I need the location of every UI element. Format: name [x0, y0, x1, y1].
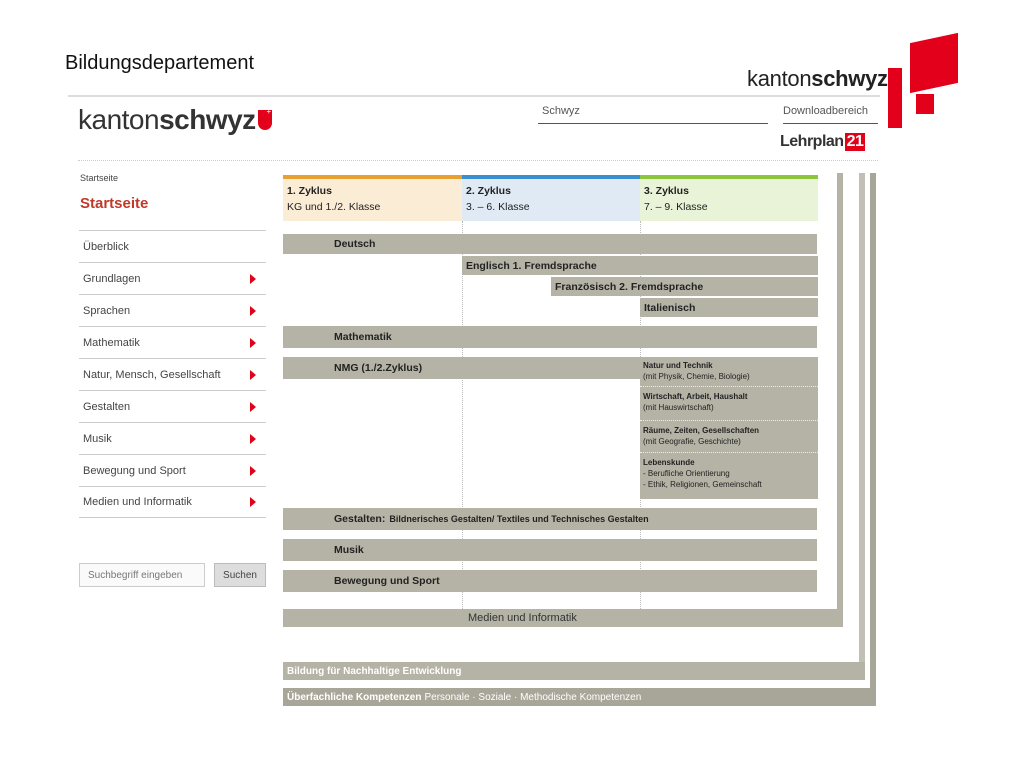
sidebar-item[interactable] [79, 454, 266, 486]
frame-line [837, 173, 839, 609]
zyklus-name: 1. Zyklus [287, 185, 332, 197]
sidebar-item-label: Gestalten [83, 400, 131, 413]
frame-line [859, 173, 861, 663]
sidebar-search-input[interactable]: Suchbegriff eingeben [79, 563, 205, 587]
nmg-sub-lebenskunde[interactable] [640, 454, 818, 499]
sub-line: - Ethik, Religionen, Gemeinschaft [643, 480, 762, 489]
sub-title: Wirtschaft, Arbeit, Haushalt [643, 392, 748, 401]
decorative-red-shape [910, 33, 958, 93]
sidebar-item-label: Musik [83, 432, 112, 445]
medien-band[interactable] [283, 609, 843, 627]
zyklus-grades: KG und 1./2. Klasse [287, 201, 381, 213]
ueberfachlich-band[interactable] [283, 688, 876, 706]
chevron-right-icon [250, 370, 256, 380]
sidebar-item[interactable] [79, 358, 266, 390]
gestalten-label: Gestalten: [334, 513, 386, 525]
breadcrumb[interactable]: Startseite [80, 173, 119, 183]
nmg-sub-natur-technik[interactable] [640, 357, 818, 387]
gestalten-detail: Bildnerisches Gestalten/ Textiles und Technisches Gestalten [389, 514, 649, 524]
chevron-right-icon [250, 338, 256, 348]
subject-sport[interactable]: Bewegung und Sport [283, 570, 817, 592]
chevron-right-icon [250, 434, 256, 444]
logo-text-kanton: kanton [747, 66, 812, 91]
kanton-schwyz-logo [747, 66, 901, 92]
nmg-sub-wirtschaft[interactable] [640, 388, 818, 421]
download-link[interactable]: Downloadbereich [783, 105, 878, 124]
sub-line: (mit Hauswirtschaft) [643, 403, 714, 412]
site-logo-kanton: kanton [78, 104, 160, 135]
zyklus3-header [640, 179, 818, 221]
lehrplan21-logo [780, 133, 865, 151]
site-logo-schwyz: schwyz [159, 104, 256, 135]
sub-line: (mit Physik, Chemie, Biologie) [643, 372, 750, 381]
header-divider [78, 160, 878, 161]
subject-englisch[interactable]: Englisch 1. Fremdsprache [462, 256, 818, 275]
zyklus-name: 2. Zyklus [466, 185, 511, 197]
zyklus-grades: 7. – 9. Klasse [644, 201, 708, 213]
subject-gestalten[interactable] [283, 508, 817, 530]
zyklus2-header [462, 179, 640, 221]
sidebar-item-label: Medien und Informatik [83, 496, 192, 508]
logo-text-schwyz: schwyz [811, 66, 888, 91]
subject-nmg[interactable]: NMG (1./2.Zyklus) [283, 357, 640, 379]
subject-musik[interactable]: Musik [283, 539, 817, 561]
search-button[interactable]: Suchen [214, 563, 266, 587]
chevron-right-icon [250, 274, 256, 284]
nmg-sub-raeume[interactable] [640, 422, 818, 453]
lehrplan-text: Lehrplan [780, 133, 844, 150]
sidebar-item-label: Bewegung und Sport [83, 464, 186, 477]
sidebar-item-label: Natur, Mensch, Gesellschaft [83, 368, 221, 381]
sidebar-item[interactable] [79, 390, 266, 422]
zyklus-grades: 3. – 6. Klasse [466, 201, 530, 213]
site-logo[interactable] [78, 104, 272, 136]
zyklus1-header [283, 179, 462, 221]
chevron-right-icon [250, 466, 256, 476]
slide-title: Bildungsdepartement [65, 52, 255, 74]
sidebar-item[interactable] [79, 294, 266, 326]
sidebar-item-label: Grundlagen [83, 272, 141, 285]
zyklus-name: 3. Zyklus [644, 185, 689, 197]
chevron-right-icon [250, 306, 256, 316]
sidebar-item-label: Sprachen [83, 304, 131, 317]
sidebar-item[interactable] [79, 422, 266, 454]
sidebar-item[interactable] [79, 230, 266, 262]
medien-label: Medien und Informatik [468, 612, 577, 624]
sidebar-item[interactable] [79, 326, 266, 358]
chevron-right-icon [250, 402, 256, 412]
sub-title: Räume, Zeiten, Gesellschaften [643, 426, 760, 435]
decorative-red-shape [888, 68, 902, 128]
ueberfachlich-label: Überfachliche Kompetenzen [287, 691, 422, 703]
ueberfachlich-detail: Personale · Soziale · Methodische Kompetenzen [424, 691, 642, 703]
sub-line: (mit Geografie, Geschichte) [643, 437, 741, 446]
lehrplan-number: 21 [846, 133, 864, 150]
subject-franzoesisch[interactable]: Französisch 2. Fremdsprache [551, 277, 818, 296]
site-top-border [68, 95, 880, 97]
chevron-right-icon [250, 497, 256, 507]
decorative-red-shape [916, 94, 934, 114]
bne-band[interactable]: Bildung für Nachhaltige Entwicklung [283, 662, 865, 680]
sub-title: Natur und Technik [643, 361, 713, 370]
subject-mathematik[interactable]: Mathematik [283, 326, 817, 348]
sidebar-item[interactable] [79, 262, 266, 294]
sidebar-nav [79, 230, 266, 518]
page-title: Startseite [80, 195, 149, 212]
subject-italienisch[interactable]: Italienisch [640, 298, 818, 317]
sidebar-item-label: Überblick [83, 240, 129, 253]
sub-title: Lebenskunde [643, 458, 695, 467]
subject-deutsch[interactable]: Deutsch [283, 234, 817, 254]
sidebar-item[interactable] [79, 486, 266, 518]
sidebar-item-label: Mathematik [83, 336, 140, 349]
site-search-field[interactable]: Schwyz [538, 105, 768, 124]
sub-line: - Berufliche Orientierung [643, 469, 730, 478]
site-shield-icon [258, 110, 272, 130]
